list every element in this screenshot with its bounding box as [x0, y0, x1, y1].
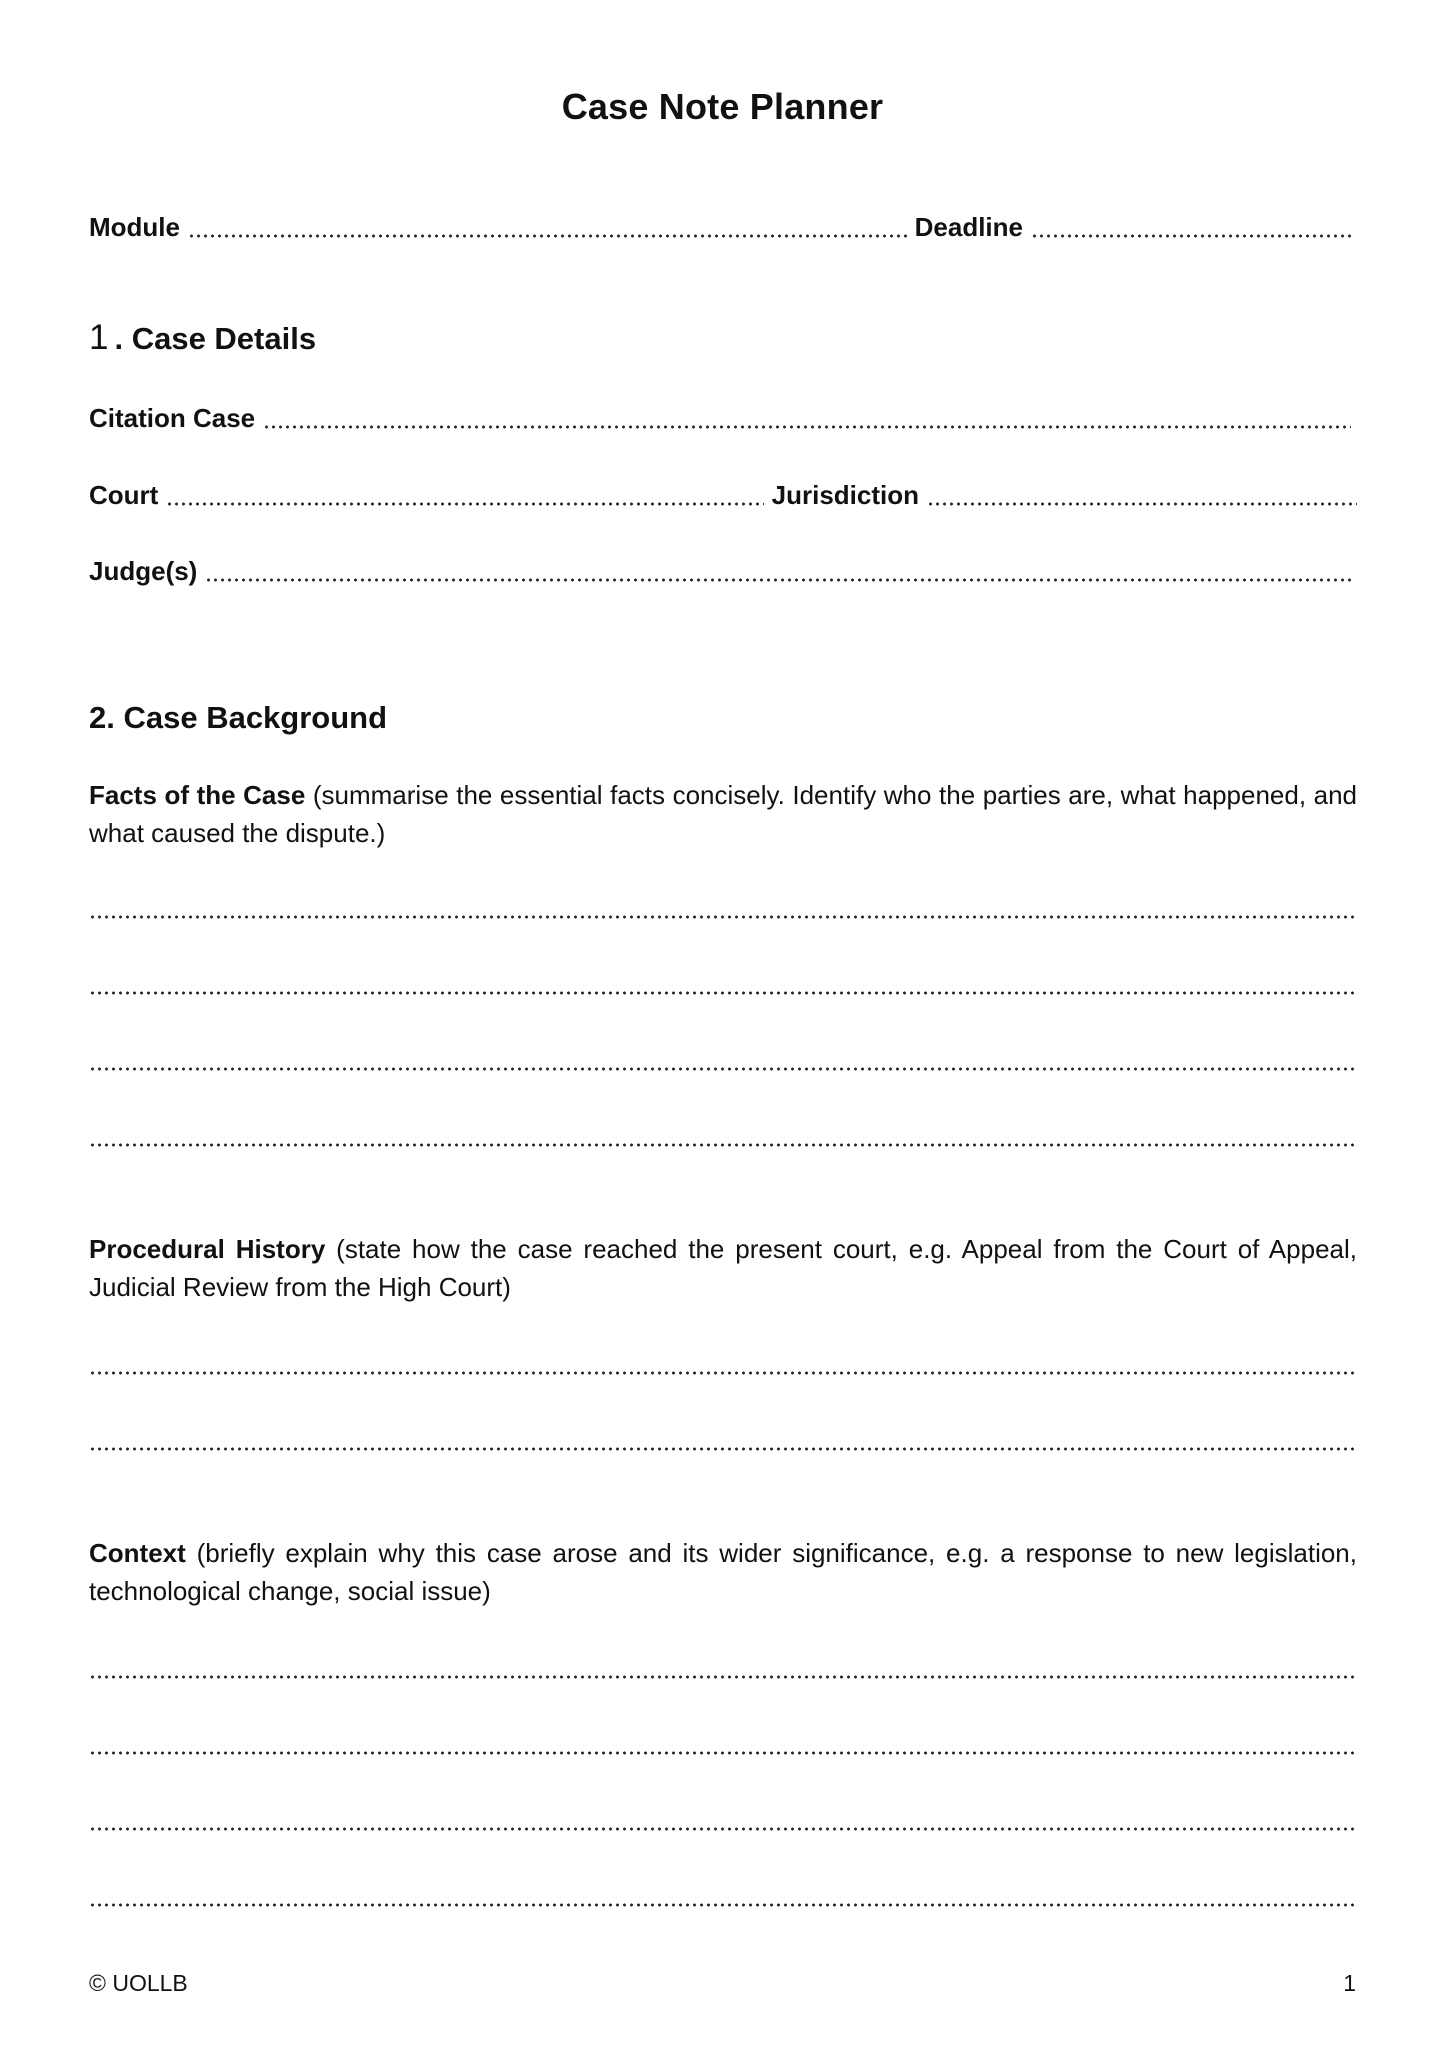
context-line[interactable] [89, 1672, 1357, 1680]
module-field[interactable] [188, 215, 907, 239]
facts-line[interactable] [89, 988, 1357, 996]
section-1-number: 1 [89, 318, 109, 357]
page-title: Case Note Planner [561, 86, 884, 127]
facts-label: Facts of the Case [89, 780, 306, 810]
context-line[interactable] [89, 1900, 1357, 1908]
context-line[interactable] [89, 1824, 1357, 1832]
procedural-line[interactable] [89, 1444, 1357, 1452]
section-2-heading: 2. Case Background [89, 700, 388, 735]
context-instructions [89, 1534, 1357, 1610]
court-field[interactable] [166, 483, 763, 507]
copyright-notice: © UOLLB [89, 1970, 188, 1996]
jurisdiction-label: Jurisdiction [771, 480, 919, 510]
procedural-line[interactable] [89, 1368, 1357, 1376]
citation-field[interactable] [263, 406, 1351, 430]
page-number: 1 [1343, 1970, 1356, 1996]
facts-line[interactable] [89, 1140, 1357, 1148]
facts-instructions [89, 776, 1357, 852]
section-1-title: . Case Details [114, 321, 317, 356]
judges-row [89, 551, 1357, 587]
facts-description: (summarise the essential facts concisely. Identify who the parties are, what happened, and what caused the dispute.) [89, 780, 1357, 848]
module-label: Module [89, 212, 180, 242]
citation-row [89, 398, 1357, 434]
procedural-instructions [89, 1230, 1357, 1306]
section-1-heading [89, 318, 316, 358]
court-label: Court [89, 480, 159, 510]
judges-label: Judge(s) [89, 556, 198, 586]
facts-line[interactable] [89, 912, 1357, 920]
context-label: Context [89, 1538, 186, 1568]
facts-line[interactable] [89, 1064, 1357, 1072]
module-deadline-row [89, 207, 1357, 243]
context-line[interactable] [89, 1748, 1357, 1756]
deadline-label: Deadline [914, 212, 1023, 242]
procedural-label: Procedural History [89, 1234, 326, 1264]
deadline-field[interactable] [1031, 215, 1351, 239]
judges-field[interactable] [205, 559, 1351, 583]
context-description: (briefly explain why this case arose and its wider significance, e.g. a response to new legislation, technological change, social issue) [89, 1538, 1357, 1606]
jurisdiction-field[interactable] [927, 483, 1357, 507]
court-jurisdiction-row [89, 475, 1357, 511]
procedural-description: (state how the case reached the present court, e.g. Appeal from the Court of Appeal, Judicial Review from the High Court) [89, 1234, 1357, 1302]
citation-label: Citation Case [89, 403, 256, 433]
